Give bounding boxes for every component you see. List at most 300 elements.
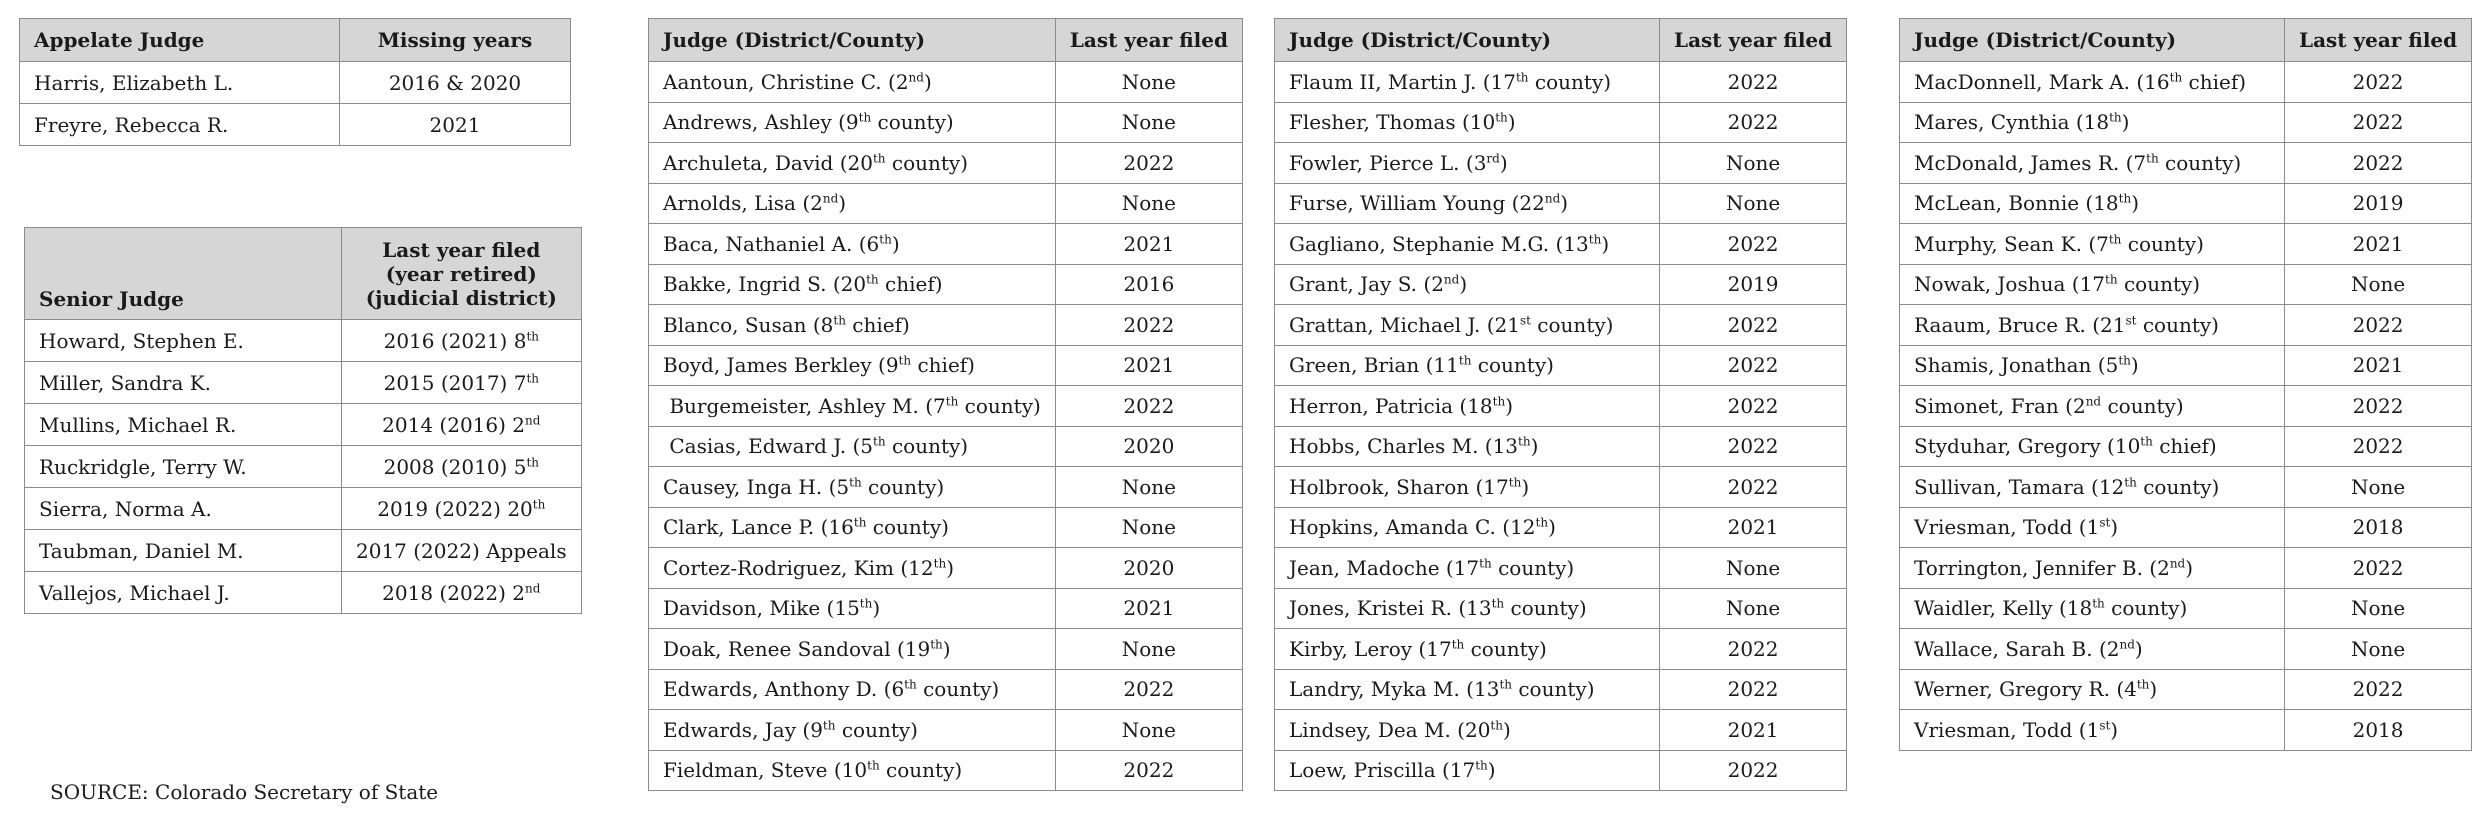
judge-name-text: Hopkins, Amanda C. (12 bbox=[1289, 515, 1536, 540]
judge-name-text: Arnolds, Lisa (2 bbox=[663, 191, 823, 216]
judge-name-text: McDonald, James R. (7 bbox=[1914, 150, 2147, 175]
ordinal-suffix: th bbox=[930, 637, 943, 652]
judge-name-suffix: ) bbox=[1502, 717, 1511, 742]
last-year-filed: 2022 bbox=[1055, 386, 1242, 427]
last-year-filed: 2022 bbox=[2285, 102, 2472, 143]
ordinal-suffix: nd bbox=[908, 70, 924, 85]
table-row bbox=[649, 305, 1243, 346]
table-row bbox=[1275, 548, 1847, 589]
judge-name-text: Burgemeister, Ashley M. (7 bbox=[663, 393, 946, 418]
last-year-filed: 2022 bbox=[2285, 305, 2472, 346]
judge-name-text: Doak, Renee Sandoval (19 bbox=[663, 636, 931, 661]
judge-name-text: Werner, Gregory R. (4 bbox=[1914, 677, 2137, 702]
judge-name bbox=[649, 345, 1056, 386]
last-year-filed: 2022 bbox=[1055, 305, 1242, 346]
judge-name-text: Baca, Nathaniel A. (6 bbox=[663, 231, 880, 256]
ordinal-suffix: th bbox=[853, 515, 867, 530]
judge-name-text: Torrington, Jennifer B. (2 bbox=[1914, 555, 2170, 580]
table-row bbox=[1900, 305, 2472, 346]
judge-name bbox=[649, 102, 1056, 143]
last-year-filed: 2022 bbox=[2285, 426, 2472, 467]
table-row bbox=[1900, 710, 2472, 751]
table-row bbox=[25, 488, 582, 530]
table-row bbox=[25, 404, 582, 446]
ordinal-suffix: th bbox=[1495, 110, 1508, 125]
judge-name-suffix: county) bbox=[866, 515, 949, 540]
last-year-filed: 2021 bbox=[2285, 224, 2472, 265]
column-header: Appelate Judge bbox=[20, 19, 340, 62]
last-year-filed: 2021 bbox=[1055, 224, 1242, 265]
table-row bbox=[25, 572, 582, 614]
judge-name-suffix: county) bbox=[835, 717, 918, 742]
judge-name-text: Fieldman, Steve (10 bbox=[663, 758, 868, 783]
table-row bbox=[1900, 224, 2472, 265]
judge-name-text: Blanco, Susan (8 bbox=[663, 312, 834, 337]
last-year-filed: None bbox=[1660, 143, 1847, 184]
col2-rows bbox=[1275, 62, 1847, 791]
last-year-filed: None bbox=[1660, 588, 1847, 629]
judge-name-suffix: ) bbox=[2131, 191, 2140, 216]
ordinal-suffix: th bbox=[2140, 434, 2153, 449]
table-row bbox=[649, 264, 1243, 305]
judge-name-text: Kirby, Leroy (17 bbox=[1289, 636, 1452, 661]
judge-name bbox=[1275, 345, 1660, 386]
judge-name bbox=[1275, 143, 1660, 184]
judge-name-suffix: ) bbox=[2110, 515, 2119, 540]
judge-name-text: Shamis, Jonathan (5 bbox=[1914, 353, 2119, 378]
judge-name bbox=[1900, 548, 2285, 589]
table-row bbox=[1275, 588, 1847, 629]
last-year-filed: 2022 bbox=[2285, 386, 2472, 427]
last-year-filed: 2022 bbox=[1660, 426, 1847, 467]
last-year-filed: 2022 bbox=[1660, 629, 1847, 670]
judge-name bbox=[1275, 750, 1660, 791]
judge-name: Taubman, Daniel M. bbox=[25, 530, 342, 572]
ordinal-suffix: nd bbox=[2085, 394, 2102, 409]
judge-name-suffix: county) bbox=[1530, 312, 1614, 337]
last-year-filed: 2022 bbox=[1660, 62, 1847, 103]
ordinal-suffix: th bbox=[1451, 637, 1465, 652]
judge-name bbox=[649, 62, 1056, 103]
judge-name-suffix: ) bbox=[2185, 555, 2194, 580]
table-row bbox=[649, 102, 1243, 143]
ordinal-suffix: th bbox=[2092, 596, 2105, 611]
last-year-filed: 2022 bbox=[1660, 305, 1847, 346]
year-value bbox=[342, 446, 582, 488]
year-text: 2016 & 2020 bbox=[388, 70, 522, 95]
judge-name-suffix: ) bbox=[942, 636, 951, 661]
ordinal-suffix: th bbox=[1518, 434, 1531, 449]
table-row bbox=[25, 320, 582, 362]
judge-name-text: Landry, Myka M. (13 bbox=[1289, 677, 1500, 702]
judge-name bbox=[649, 507, 1056, 548]
last-year-filed: None bbox=[1660, 183, 1847, 224]
judge-name-suffix: county) bbox=[885, 434, 969, 459]
judge-name-text: Hobbs, Charles M. (13 bbox=[1289, 434, 1519, 459]
judge-name-suffix: ) bbox=[1601, 231, 1610, 256]
judge-name-suffix: ) bbox=[923, 69, 932, 94]
table-row bbox=[649, 426, 1243, 467]
table-row bbox=[649, 548, 1243, 589]
judge-name bbox=[1900, 629, 2285, 670]
judge-name-suffix: ) bbox=[1548, 515, 1556, 540]
judge-name bbox=[1900, 467, 2285, 508]
ordinal-suffix: th bbox=[1479, 556, 1492, 571]
ordinal-suffix: th bbox=[898, 353, 912, 368]
judge-name-suffix: county) bbox=[871, 110, 954, 135]
judge-name-suffix: ) bbox=[1530, 434, 1539, 459]
judge-name bbox=[649, 143, 1056, 184]
judge-name bbox=[1900, 264, 2285, 305]
judge-name-text: Clark, Lance P. (16 bbox=[663, 515, 854, 540]
judge-name-text: Edwards, Jay (9 bbox=[663, 717, 823, 742]
judge-name-suffix: county) bbox=[2121, 231, 2204, 256]
judge-name-text: Jean, Madoche (17 bbox=[1289, 555, 1480, 580]
table-row bbox=[1275, 507, 1847, 548]
district-judge-table-2 bbox=[1274, 18, 1847, 791]
appellate-judge-table bbox=[19, 18, 571, 146]
ordinal-suffix: th bbox=[2118, 353, 2131, 368]
ordinal-suffix: st bbox=[2125, 313, 2137, 328]
ordinal-suffix: th bbox=[1515, 70, 1529, 85]
ordinal-suffix: th bbox=[2146, 151, 2159, 166]
year-value bbox=[340, 62, 571, 104]
ordinal-suffix: th bbox=[2118, 191, 2132, 206]
ordinal-suffix: th bbox=[904, 677, 917, 692]
table-row bbox=[1900, 264, 2472, 305]
judge-name-suffix: ) bbox=[1560, 191, 1569, 216]
table-row bbox=[1900, 386, 2472, 427]
ordinal-suffix: th bbox=[2109, 110, 2122, 125]
judge-name: Mullins, Michael R. bbox=[25, 404, 342, 446]
year-value bbox=[342, 362, 582, 404]
year-text: 2017 (2022) Appeals bbox=[356, 538, 567, 563]
ordinal-suffix: th bbox=[2124, 475, 2137, 490]
ordinal-suffix: nd bbox=[2119, 637, 2135, 652]
judge-name: Harris, Elizabeth L. bbox=[20, 62, 340, 104]
table-header-row bbox=[649, 19, 1243, 62]
table-header-row bbox=[1900, 19, 2472, 62]
judge-name-text: Sullivan, Tamara (12 bbox=[1914, 474, 2125, 499]
last-year-filed: 2019 bbox=[2285, 183, 2472, 224]
last-year-filed: None bbox=[1055, 102, 1242, 143]
judge-name-text: Waidler, Kelly (18 bbox=[1914, 596, 2093, 621]
last-year-filed: 2022 bbox=[2285, 669, 2472, 710]
ordinal-suffix: th bbox=[1535, 515, 1549, 530]
judge-name bbox=[649, 183, 1056, 224]
senior-rows bbox=[25, 320, 582, 614]
ordinal-suffix: th bbox=[859, 596, 873, 611]
ordinal-suffix: nd bbox=[1443, 272, 1460, 287]
judge-name-text: Simonet, Fran (2 bbox=[1914, 393, 2086, 418]
table-row bbox=[649, 629, 1243, 670]
judge-name-suffix: county) bbox=[1504, 596, 1587, 621]
judge-name-suffix: ) bbox=[2121, 110, 2130, 135]
year-value bbox=[342, 404, 582, 446]
judge-name-suffix: ) bbox=[1487, 758, 1496, 783]
judge-name bbox=[1275, 548, 1660, 589]
ordinal-suffix: th bbox=[945, 394, 959, 409]
judge-name-text: Holbrook, Sharon (17 bbox=[1289, 474, 1509, 499]
judge-name: Sierra, Norma A. bbox=[25, 488, 342, 530]
ordinal-suffix: th bbox=[858, 110, 872, 125]
judge-name-suffix: chief) bbox=[878, 272, 943, 297]
last-year-filed: 2021 bbox=[1660, 507, 1847, 548]
last-year-filed: 2022 bbox=[1660, 669, 1847, 710]
judge-name-suffix: ) bbox=[891, 231, 900, 256]
table-row bbox=[1275, 669, 1847, 710]
judge-name-suffix: chief) bbox=[911, 353, 975, 378]
year-text: 2021 bbox=[429, 112, 481, 137]
judge-name-suffix: ) bbox=[1459, 272, 1468, 297]
judge-name bbox=[649, 629, 1056, 670]
judge-name-text: Cortez-Rodriguez, Kim (12 bbox=[663, 555, 934, 580]
last-year-filed: 2022 bbox=[1055, 750, 1242, 791]
last-year-filed: None bbox=[1055, 467, 1242, 508]
ordinal-suffix: th bbox=[526, 370, 539, 385]
ordinal-suffix: th bbox=[1508, 475, 1522, 490]
table-row bbox=[25, 362, 582, 404]
judge-name bbox=[1275, 102, 1660, 143]
judge-name bbox=[1900, 224, 2285, 265]
judge-name-suffix: ) bbox=[2130, 353, 2139, 378]
source-note: SOURCE: Colorado Secretary of State bbox=[50, 780, 439, 804]
judge-name-suffix: county) bbox=[1528, 69, 1612, 94]
judge-name bbox=[1900, 62, 2285, 103]
table-row bbox=[1900, 629, 2472, 670]
judge-name-suffix: ) bbox=[946, 555, 954, 580]
judge-name bbox=[649, 264, 1056, 305]
last-year-filed: None bbox=[2285, 264, 2472, 305]
judge-name-suffix: county) bbox=[916, 677, 1000, 702]
last-year-filed: 2019 bbox=[1660, 264, 1847, 305]
year-text: 2015 (2017) 7 bbox=[383, 370, 527, 395]
appellate-rows bbox=[20, 62, 571, 146]
table-row bbox=[20, 62, 571, 104]
judge-name bbox=[1900, 102, 2285, 143]
table-row bbox=[25, 530, 582, 572]
judge-name bbox=[1900, 386, 2285, 427]
table-row bbox=[649, 183, 1243, 224]
table-row bbox=[649, 143, 1243, 184]
judge-name-text: Raaum, Bruce R. (21 bbox=[1914, 312, 2126, 337]
ordinal-suffix: th bbox=[833, 313, 846, 328]
year-text: 2019 (2022) 20 bbox=[377, 496, 533, 521]
table-row bbox=[649, 669, 1243, 710]
judge-name-text: Casias, Edward J. (5 bbox=[663, 434, 874, 459]
senior-judge-table bbox=[24, 227, 582, 614]
judge-name-suffix: ) bbox=[872, 596, 881, 621]
column-header: Senior Judge bbox=[25, 228, 342, 320]
judge-name-suffix: ) bbox=[1499, 150, 1508, 175]
column-header: Last year filed bbox=[1055, 19, 1242, 62]
judge-name-suffix: chief) bbox=[845, 312, 910, 337]
column-header: Judge (District/County) bbox=[1275, 19, 1660, 62]
ordinal-suffix: nd bbox=[2169, 556, 2186, 571]
judge-name bbox=[1900, 710, 2285, 751]
judge-name-text: Lindsey, Dea M. (20 bbox=[1289, 717, 1491, 742]
judge-name-text: Flaum II, Martin J. (17 bbox=[1289, 69, 1516, 94]
judge-name-suffix: county) bbox=[1491, 555, 1575, 580]
ordinal-suffix: th bbox=[2108, 232, 2122, 247]
table-row bbox=[649, 588, 1243, 629]
judge-name bbox=[1900, 426, 2285, 467]
ordinal-suffix: th bbox=[867, 758, 880, 773]
col3-rows bbox=[1900, 62, 2472, 751]
judge-name bbox=[1275, 264, 1660, 305]
judge-name bbox=[1275, 629, 1660, 670]
judge-name bbox=[649, 305, 1056, 346]
ordinal-suffix: th bbox=[2169, 70, 2183, 85]
judge-name: Miller, Sandra K. bbox=[25, 362, 342, 404]
table-row bbox=[1900, 548, 2472, 589]
district-judge-table-3 bbox=[1899, 18, 2472, 751]
judge-name bbox=[649, 426, 1056, 467]
table-row bbox=[1900, 507, 2472, 548]
judge-name bbox=[649, 224, 1056, 265]
judge-name-suffix: county) bbox=[885, 150, 969, 175]
ordinal-suffix: nd bbox=[525, 412, 541, 427]
last-year-filed: None bbox=[1660, 548, 1847, 589]
last-year-filed: None bbox=[1055, 629, 1242, 670]
judge-name bbox=[1900, 143, 2285, 184]
judge-name-suffix: chief) bbox=[2182, 69, 2247, 94]
last-year-filed: 2020 bbox=[1055, 548, 1242, 589]
judge-name bbox=[1900, 588, 2285, 629]
judge-name bbox=[1275, 669, 1660, 710]
judge-name bbox=[1275, 467, 1660, 508]
column-header: Missing years bbox=[340, 19, 571, 62]
judge-name-suffix: ) bbox=[1521, 474, 1530, 499]
ordinal-suffix: st bbox=[1519, 313, 1531, 328]
judge-name bbox=[1275, 426, 1660, 467]
ordinal-suffix: th bbox=[872, 151, 886, 166]
last-year-filed: 2022 bbox=[1660, 224, 1847, 265]
ordinal-suffix: th bbox=[879, 232, 892, 247]
judge-name-suffix: county) bbox=[2136, 312, 2219, 337]
judge-name-suffix: county) bbox=[1464, 636, 1547, 661]
table-row bbox=[1900, 669, 2472, 710]
last-year-filed: None bbox=[2285, 629, 2472, 670]
table-row bbox=[1275, 102, 1847, 143]
table-row bbox=[649, 386, 1243, 427]
table-row bbox=[1900, 143, 2472, 184]
column-header: Judge (District/County) bbox=[649, 19, 1056, 62]
table-header-row bbox=[20, 19, 571, 62]
last-year-filed: None bbox=[1055, 710, 1242, 751]
table-row bbox=[649, 750, 1243, 791]
judge-name-suffix: ) bbox=[838, 191, 847, 216]
table-row bbox=[1275, 426, 1847, 467]
judge-name bbox=[1900, 183, 2285, 224]
judge-name bbox=[649, 750, 1056, 791]
ordinal-suffix: th bbox=[1458, 353, 1472, 368]
table-row bbox=[1900, 102, 2472, 143]
year-value bbox=[342, 320, 582, 362]
table-row bbox=[1275, 62, 1847, 103]
judge-name bbox=[1900, 669, 2285, 710]
judge-name-text: Vriesman, Todd (1 bbox=[1914, 717, 2100, 742]
last-year-filed: 2022 bbox=[2285, 548, 2472, 589]
year-text: 2008 (2010) 5 bbox=[383, 454, 527, 479]
table-row bbox=[649, 62, 1243, 103]
last-year-filed: 2022 bbox=[1660, 750, 1847, 791]
judge-name-text: Andrews, Ashley (9 bbox=[663, 110, 859, 135]
judge-name-text: McLean, Bonnie (18 bbox=[1914, 191, 2119, 216]
ordinal-suffix: th bbox=[822, 718, 836, 733]
judge-name-suffix: county) bbox=[861, 474, 945, 499]
table-row bbox=[1900, 183, 2472, 224]
judge-name: Vallejos, Michael J. bbox=[25, 572, 342, 614]
ordinal-suffix: nd bbox=[822, 191, 839, 206]
last-year-filed: 2022 bbox=[2285, 62, 2472, 103]
judge-name-text: Flesher, Thomas (10 bbox=[1289, 110, 1496, 135]
judge-name: Howard, Stephen E. bbox=[25, 320, 342, 362]
table-row bbox=[1275, 143, 1847, 184]
judge-name-suffix: county) bbox=[1512, 677, 1595, 702]
judge-name-suffix: county) bbox=[2101, 393, 2184, 418]
table-row bbox=[1275, 264, 1847, 305]
table-row bbox=[1275, 710, 1847, 751]
last-year-filed: None bbox=[1055, 62, 1242, 103]
judge-name bbox=[1900, 345, 2285, 386]
last-year-filed: 2021 bbox=[2285, 345, 2472, 386]
judge-name: Freyre, Rebecca R. bbox=[20, 104, 340, 146]
column-header: Last year filed (year retired) (judicial district) bbox=[342, 228, 582, 320]
ordinal-suffix: th bbox=[526, 328, 539, 343]
judge-name-text: Wallace, Sarah B. (2 bbox=[1914, 636, 2120, 661]
table-row bbox=[1275, 386, 1847, 427]
judge-name bbox=[649, 669, 1056, 710]
ordinal-suffix: rd bbox=[1486, 151, 1500, 166]
table-row bbox=[649, 710, 1243, 751]
judge-name-suffix: county) bbox=[2117, 272, 2201, 297]
judge-name bbox=[1275, 386, 1660, 427]
ordinal-suffix: th bbox=[2136, 677, 2150, 692]
last-year-filed: 2022 bbox=[1660, 345, 1847, 386]
last-year-filed: 2021 bbox=[1055, 345, 1242, 386]
ordinal-suffix: th bbox=[933, 556, 947, 571]
judge-name-text: Jones, Kristei R. (13 bbox=[1289, 596, 1492, 621]
ordinal-suffix: st bbox=[2099, 515, 2111, 530]
judge-name-text: Herron, Patricia (18 bbox=[1289, 393, 1493, 418]
year-text: 2018 (2022) 2 bbox=[382, 580, 525, 605]
table-row bbox=[1900, 62, 2472, 103]
judge-name bbox=[1900, 305, 2285, 346]
last-year-filed: None bbox=[1055, 183, 1242, 224]
judge-name-text: Davidson, Mike (15 bbox=[663, 596, 860, 621]
judge-name-text: Aantoun, Christine C. (2 bbox=[663, 69, 909, 94]
judge-name-text: Nowak, Joshua (17 bbox=[1914, 272, 2106, 297]
table-row bbox=[649, 507, 1243, 548]
table-row bbox=[1900, 588, 2472, 629]
judge-name-text: Murphy, Sean K. (7 bbox=[1914, 231, 2109, 256]
table-row bbox=[25, 446, 582, 488]
judge-name: Ruckridgle, Terry W. bbox=[25, 446, 342, 488]
last-year-filed: None bbox=[2285, 467, 2472, 508]
judge-name-text: Green, Brian (11 bbox=[1289, 353, 1459, 378]
table-row bbox=[1275, 629, 1847, 670]
ordinal-suffix: th bbox=[849, 475, 862, 490]
last-year-filed: 2021 bbox=[1660, 710, 1847, 751]
judge-name bbox=[1275, 224, 1660, 265]
judge-name-suffix: county) bbox=[2104, 596, 2188, 621]
judge-name bbox=[1275, 183, 1660, 224]
judge-name bbox=[1275, 588, 1660, 629]
ordinal-suffix: th bbox=[1588, 232, 1602, 247]
last-year-filed: 2022 bbox=[1055, 143, 1242, 184]
table-row bbox=[1900, 467, 2472, 508]
